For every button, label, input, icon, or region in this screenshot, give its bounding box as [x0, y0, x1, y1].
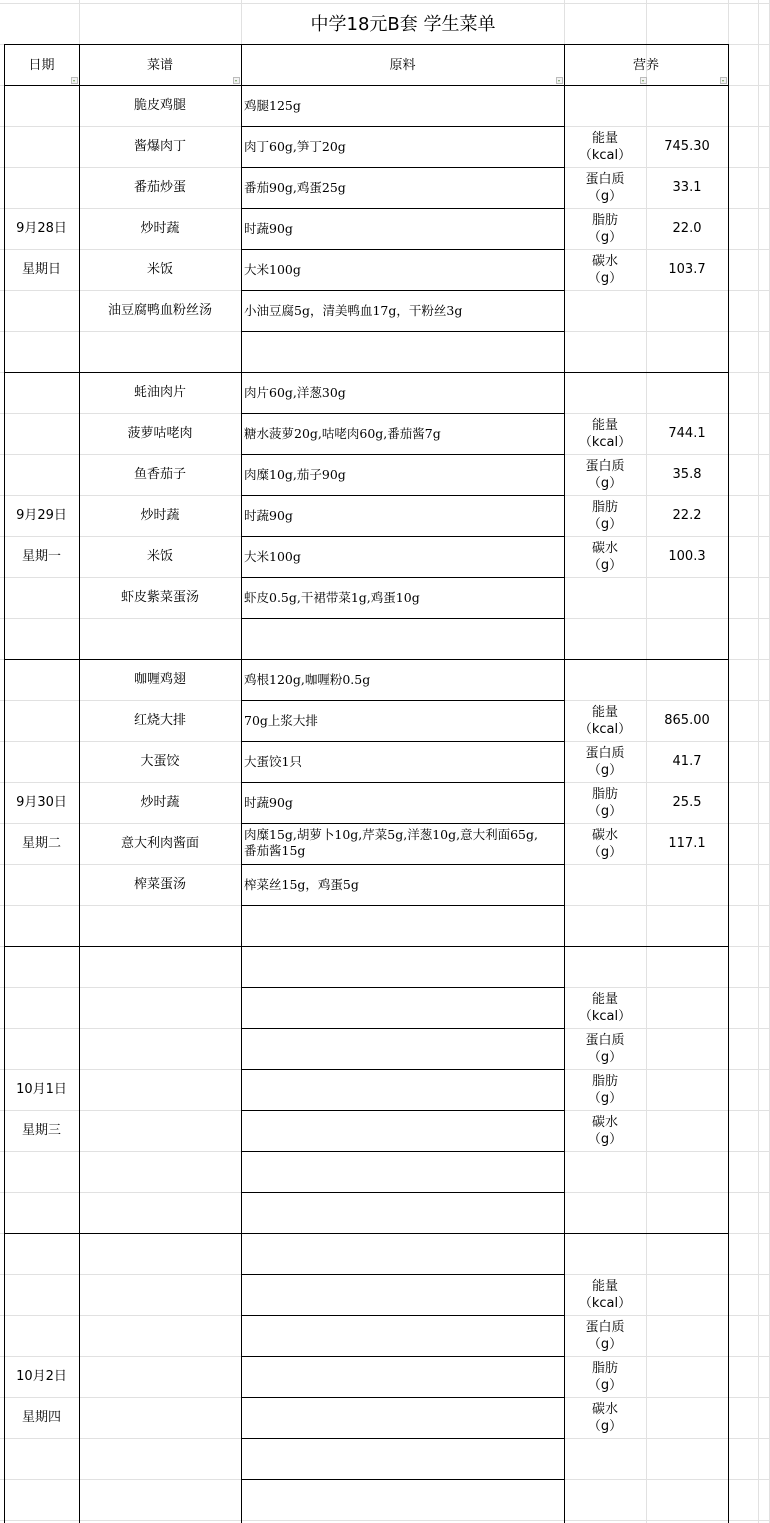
nutrition-unit-carb: （g）: [587, 271, 623, 286]
day-weekday: 星期一: [21, 549, 62, 564]
material-row-line: [241, 700, 564, 701]
day-block-border: [4, 372, 729, 373]
material-row-line: [241, 1110, 564, 1111]
nutrition-label-carb: 碳水: [591, 828, 619, 843]
page-title: 中学18元B套 学生菜单: [310, 14, 496, 35]
nutrition-label-energy: 能量: [591, 418, 619, 433]
nutrition-label-protein: 蛋白质: [585, 459, 625, 474]
dish-name: 酱爆肉丁: [133, 139, 187, 154]
material-row-line: [241, 577, 564, 578]
material-row-line: [241, 1151, 564, 1152]
material-row-line: [241, 741, 564, 742]
material-row-line: [241, 987, 564, 988]
day-date: 10月1日: [16, 1082, 67, 1097]
header-border: [4, 85, 729, 86]
table-border-right: [728, 44, 729, 1523]
material-row-line: [241, 331, 564, 332]
nutrition-value-energy: 865.00: [664, 713, 710, 728]
nutrition-unit-protein: （g）: [587, 1337, 623, 1352]
material-text: 时蔬90g: [244, 508, 293, 523]
material-row-line: [241, 1028, 564, 1029]
nutrition-label-fat: 脂肪: [591, 213, 619, 228]
nutrition-label-protein: 蛋白质: [585, 1033, 625, 1048]
nutrition-unit-protein: （g）: [587, 476, 623, 491]
table-border-col: [564, 44, 565, 1523]
nutrition-unit-fat: （g）: [587, 230, 623, 245]
material-text: 糖水菠萝20g,咕咾肉60g,番茄酱7g: [244, 426, 441, 441]
nutrition-label-carb: 碳水: [591, 541, 619, 556]
nutrition-unit-carb: （g）: [587, 1419, 623, 1434]
nutrition-value-fat: 22.0: [672, 221, 702, 236]
nutrition-label-energy: 能量: [591, 705, 619, 720]
dish-name: 虾皮紫菜蛋汤: [120, 590, 200, 605]
material-row-line: [241, 1315, 564, 1316]
nutrition-value-energy: 745.30: [664, 139, 710, 154]
material-text: 鸡腿125g: [244, 98, 301, 113]
nutrition-label-carb: 碳水: [591, 1115, 619, 1130]
material-row-line: [241, 905, 564, 906]
material-text: 榨菜丝15g，鸡蛋5g: [244, 877, 359, 892]
material-row-line: [241, 126, 564, 127]
dish-name: 鱼香茄子: [133, 467, 187, 482]
nutrition-label-energy: 能量: [591, 1279, 619, 1294]
day-weekday: 星期三: [21, 1123, 62, 1138]
nutrition-label-fat: 脂肪: [591, 1361, 619, 1376]
nutrition-label-fat: 脂肪: [591, 500, 619, 515]
filter-dropdown-icon[interactable]: [233, 77, 240, 84]
material-row-line: [241, 495, 564, 496]
material-text: 虾皮0.5g,干裙带菜1g,鸡蛋10g: [244, 590, 420, 605]
day-date: 10月2日: [16, 1369, 67, 1384]
material-row-line: [241, 1397, 564, 1398]
day-block-border: [4, 1233, 729, 1234]
dish-name: 菠萝咕咾肉: [127, 426, 193, 441]
material-row-line: [241, 167, 564, 168]
nutrition-label-protein: 蛋白质: [585, 1320, 625, 1335]
nutrition-label-protein: 蛋白质: [585, 172, 625, 187]
filter-dropdown-icon[interactable]: [640, 77, 647, 84]
day-weekday: 星期日: [21, 262, 62, 277]
table-border-col: [79, 44, 80, 1523]
dish-name: 意大利肉酱面: [120, 836, 200, 851]
material-row-line: [241, 1479, 564, 1480]
nutrition-value-carb: 117.1: [668, 836, 706, 851]
dish-name: 大蛋饺: [140, 754, 180, 769]
nutrition-value-protein: 33.1: [672, 180, 702, 195]
nutrition-label-energy: 能量: [591, 131, 619, 146]
material-text: 时蔬90g: [244, 795, 293, 810]
nutrition-unit-fat: （g）: [587, 1091, 623, 1106]
material-row-line: [241, 1274, 564, 1275]
material-row-line: [241, 823, 564, 824]
dish-name: 脆皮鸡腿: [133, 98, 187, 113]
grid-row-line: [0, 3, 770, 4]
material-text: 番茄90g,鸡蛋25g: [244, 180, 346, 195]
material-text: 小油豆腐5g，清美鸭血17g，干粉丝3g: [244, 303, 463, 318]
material-text: 时蔬90g: [244, 221, 293, 236]
dish-name: 蚝油肉片: [133, 385, 187, 400]
header-nutrition: 营养: [632, 58, 660, 73]
nutrition-value-carb: 100.3: [668, 549, 706, 564]
nutrition-value-energy: 744.1: [668, 426, 706, 441]
dish-name: 油豆腐鸭血粉丝汤: [107, 303, 213, 318]
material-text: 大米100g: [244, 549, 301, 564]
nutrition-unit-protein: （g）: [587, 189, 623, 204]
nutrition-unit-energy: （kcal）: [578, 435, 632, 450]
material-text: 肉丁60g,笋丁20g: [244, 139, 346, 154]
material-row-line: [241, 1069, 564, 1070]
nutrition-value-protein: 41.7: [672, 754, 702, 769]
header-border: [4, 44, 729, 45]
nutrition-unit-energy: （kcal）: [578, 1009, 632, 1024]
nutrition-unit-fat: （g）: [587, 804, 623, 819]
grid-col-line: [646, 0, 647, 1523]
nutrition-unit-energy: （kcal）: [578, 722, 632, 737]
material-text: 肉片60g,洋葱30g: [244, 385, 346, 400]
dish-name: 米饭: [146, 549, 174, 564]
nutrition-unit-energy: （kcal）: [578, 1296, 632, 1311]
material-text: 大蛋饺1只: [244, 754, 302, 769]
nutrition-label-fat: 脂肪: [591, 787, 619, 802]
material-row-line: [241, 1192, 564, 1193]
day-block-border: [4, 946, 729, 947]
nutrition-unit-carb: （g）: [587, 1132, 623, 1147]
nutrition-label-carb: 碳水: [591, 1402, 619, 1417]
day-weekday: 星期二: [21, 836, 62, 851]
dish-name: 炒时蔬: [140, 508, 180, 523]
material-row-line: [241, 208, 564, 209]
material-row-line: [241, 536, 564, 537]
material-row-line: [241, 864, 564, 865]
dish-name: 炒时蔬: [140, 795, 180, 810]
nutrition-label-energy: 能量: [591, 992, 619, 1007]
header-material: 原料: [389, 58, 416, 73]
material-text: 肉糜10g,茄子90g: [244, 467, 346, 482]
filter-dropdown-icon[interactable]: [556, 77, 563, 84]
material-text: 大米100g: [244, 262, 301, 277]
day-date: 9月29日: [16, 508, 67, 523]
material-row-line: [241, 1356, 564, 1357]
dish-name: 米饭: [146, 262, 174, 277]
day-date: 9月30日: [16, 795, 67, 810]
material-row-line: [241, 454, 564, 455]
nutrition-label-protein: 蛋白质: [585, 746, 625, 761]
dish-name: 炒时蔬: [140, 221, 180, 236]
material-text: 70g上浆大排: [244, 713, 318, 728]
material-text: 肉糜15g,胡萝卜10g,芹菜5g,洋葱10g,意大利面65g,: [244, 827, 538, 842]
day-date: 9月28日: [16, 221, 67, 236]
nutrition-value-protein: 35.8: [672, 467, 702, 482]
dish-name: 咖喱鸡翅: [133, 672, 187, 687]
nutrition-unit-energy: （kcal）: [578, 148, 632, 163]
material-text: 番茄酱15g: [244, 843, 306, 858]
material-row-line: [241, 618, 564, 619]
dish-name: 榨菜蛋汤: [133, 877, 187, 892]
grid-col-line: [758, 0, 759, 1523]
material-row-line: [241, 782, 564, 783]
nutrition-unit-fat: （g）: [587, 517, 623, 532]
table-border-left: [4, 44, 5, 1523]
day-weekday: 星期四: [21, 1410, 62, 1425]
material-row-line: [241, 290, 564, 291]
filter-dropdown-icon[interactable]: [720, 77, 727, 84]
nutrition-unit-protein: （g）: [587, 1050, 623, 1065]
day-block-border: [4, 659, 729, 660]
nutrition-unit-carb: （g）: [587, 558, 623, 573]
table-border-col: [241, 44, 242, 1523]
dish-name: 番茄炒蛋: [133, 180, 187, 195]
filter-dropdown-icon[interactable]: [71, 77, 78, 84]
nutrition-unit-carb: （g）: [587, 845, 623, 860]
nutrition-label-carb: 碳水: [591, 254, 619, 269]
nutrition-label-fat: 脂肪: [591, 1074, 619, 1089]
nutrition-value-fat: 25.5: [672, 795, 702, 810]
header-menu: 菜谱: [146, 58, 174, 73]
grid-row-line: [0, 1520, 770, 1521]
material-row-line: [241, 249, 564, 250]
nutrition-value-carb: 103.7: [668, 262, 706, 277]
nutrition-value-fat: 22.2: [672, 508, 702, 523]
material-row-line: [241, 1438, 564, 1439]
header-date: 日期: [28, 58, 55, 73]
nutrition-unit-fat: （g）: [587, 1378, 623, 1393]
nutrition-unit-protein: （g）: [587, 763, 623, 778]
material-row-line: [241, 413, 564, 414]
dish-name: 红烧大排: [133, 713, 187, 728]
material-text: 鸡根120g,咖喱粉0.5g: [244, 672, 371, 687]
